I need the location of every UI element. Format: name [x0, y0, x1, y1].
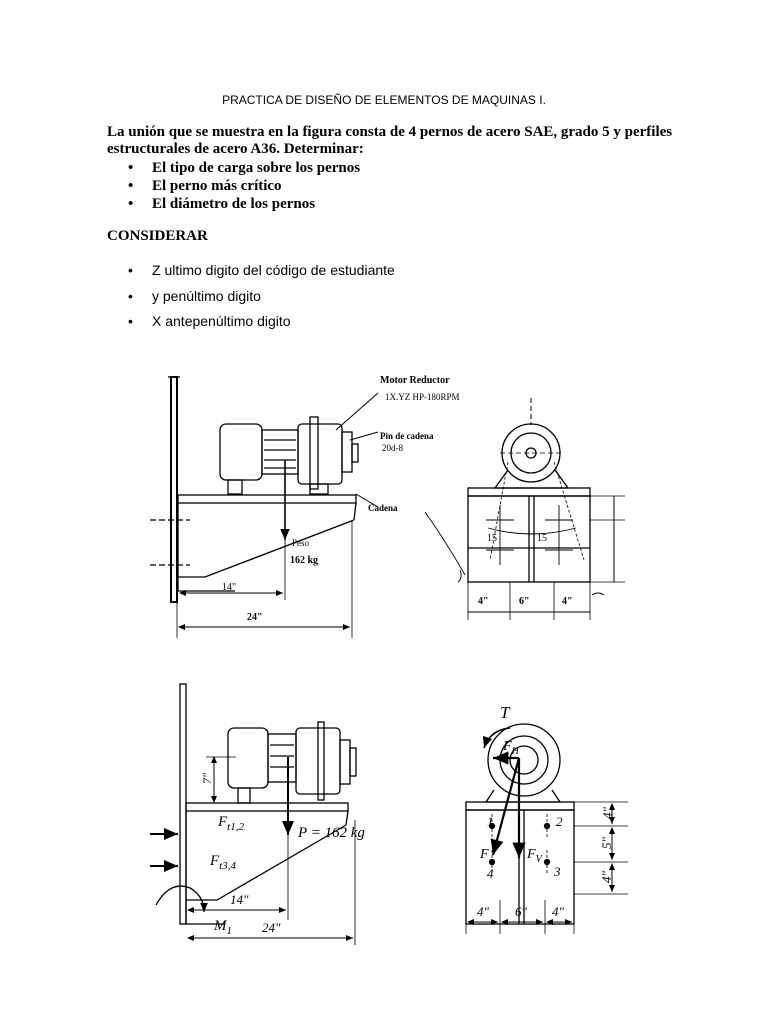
bracket-top-plate	[178, 495, 356, 503]
page-title: PRACTICA DE DISEÑO DE ELEMENTOS DE MAQUINAS I.	[222, 93, 546, 107]
bolt-1: 1	[487, 814, 494, 829]
figure-2-front-view	[425, 398, 625, 620]
figure-3-free-body-side	[150, 684, 365, 945]
dim-24: 24"	[247, 612, 263, 623]
moment-label: $M_1$	[214, 918, 232, 937]
list-item: • X antepenúltimo digito	[128, 310, 395, 336]
dim-14: 14"	[222, 582, 237, 593]
load-label: P = 162 kg	[298, 825, 365, 841]
dim-h3: 4"	[552, 904, 564, 919]
weight-label: Peso	[292, 538, 310, 548]
force-fh: $F_H$	[503, 739, 519, 757]
chain-label: Cadena	[368, 503, 398, 513]
weight-value: 162 kg	[290, 555, 319, 566]
list-item: • El tipo de carga sobre los pernos	[128, 159, 360, 177]
pin-spec: 20d-8	[382, 443, 403, 453]
motor-spec: 1X.YZ HP-180RPM	[385, 392, 460, 402]
consider-heading: CONSIDERAR	[107, 228, 208, 244]
force-ft12: $F_{t1,2}$	[218, 814, 244, 833]
force-ft34: $F_{t3,4}$	[210, 853, 236, 872]
dim-24-b: 24"	[262, 920, 281, 935]
pin-label: Pin de cadena	[380, 431, 434, 441]
list-item: • El diámetro de los pernos	[128, 195, 360, 213]
dim-h1: 4"	[477, 904, 489, 919]
list-item: • y penúltimo digito	[128, 285, 395, 311]
wall-column	[171, 377, 177, 602]
figure-4-free-body-front	[466, 703, 628, 934]
dim-v2: 5"	[599, 837, 614, 849]
dim-14-b: 14"	[230, 892, 249, 907]
dim-7: 7"	[200, 772, 214, 784]
bolt-4: 4	[487, 866, 494, 881]
angle-left: 15	[487, 533, 497, 544]
dim-mid: 6"	[519, 596, 530, 607]
bolt-2: 2	[556, 814, 563, 829]
problem-statement: La unión que se muestra en la figura consta de 4 pernos de acero SAE, grado 5 y perfiles estructurales de acero A36. Determinar:	[107, 124, 673, 157]
dim-left: 4"	[478, 596, 489, 607]
dim-h2: 6"	[515, 904, 527, 919]
torque-label: T	[500, 703, 510, 722]
dim-v1: 4"	[600, 807, 615, 819]
figure-1-side-view	[150, 375, 460, 638]
list-item: • Z ultimo digito del código de estudiante	[128, 259, 395, 285]
force-f: F	[480, 847, 489, 862]
force-fv: $F_V$	[527, 847, 542, 865]
bolt-3: 3	[554, 864, 561, 879]
dim-v3: 4"	[599, 871, 614, 883]
dim-right: 4"	[562, 596, 573, 607]
list-item: • El perno más crítico	[128, 177, 360, 195]
motor-label: Motor Reductor	[380, 375, 450, 386]
angle-right: 15	[537, 533, 547, 544]
